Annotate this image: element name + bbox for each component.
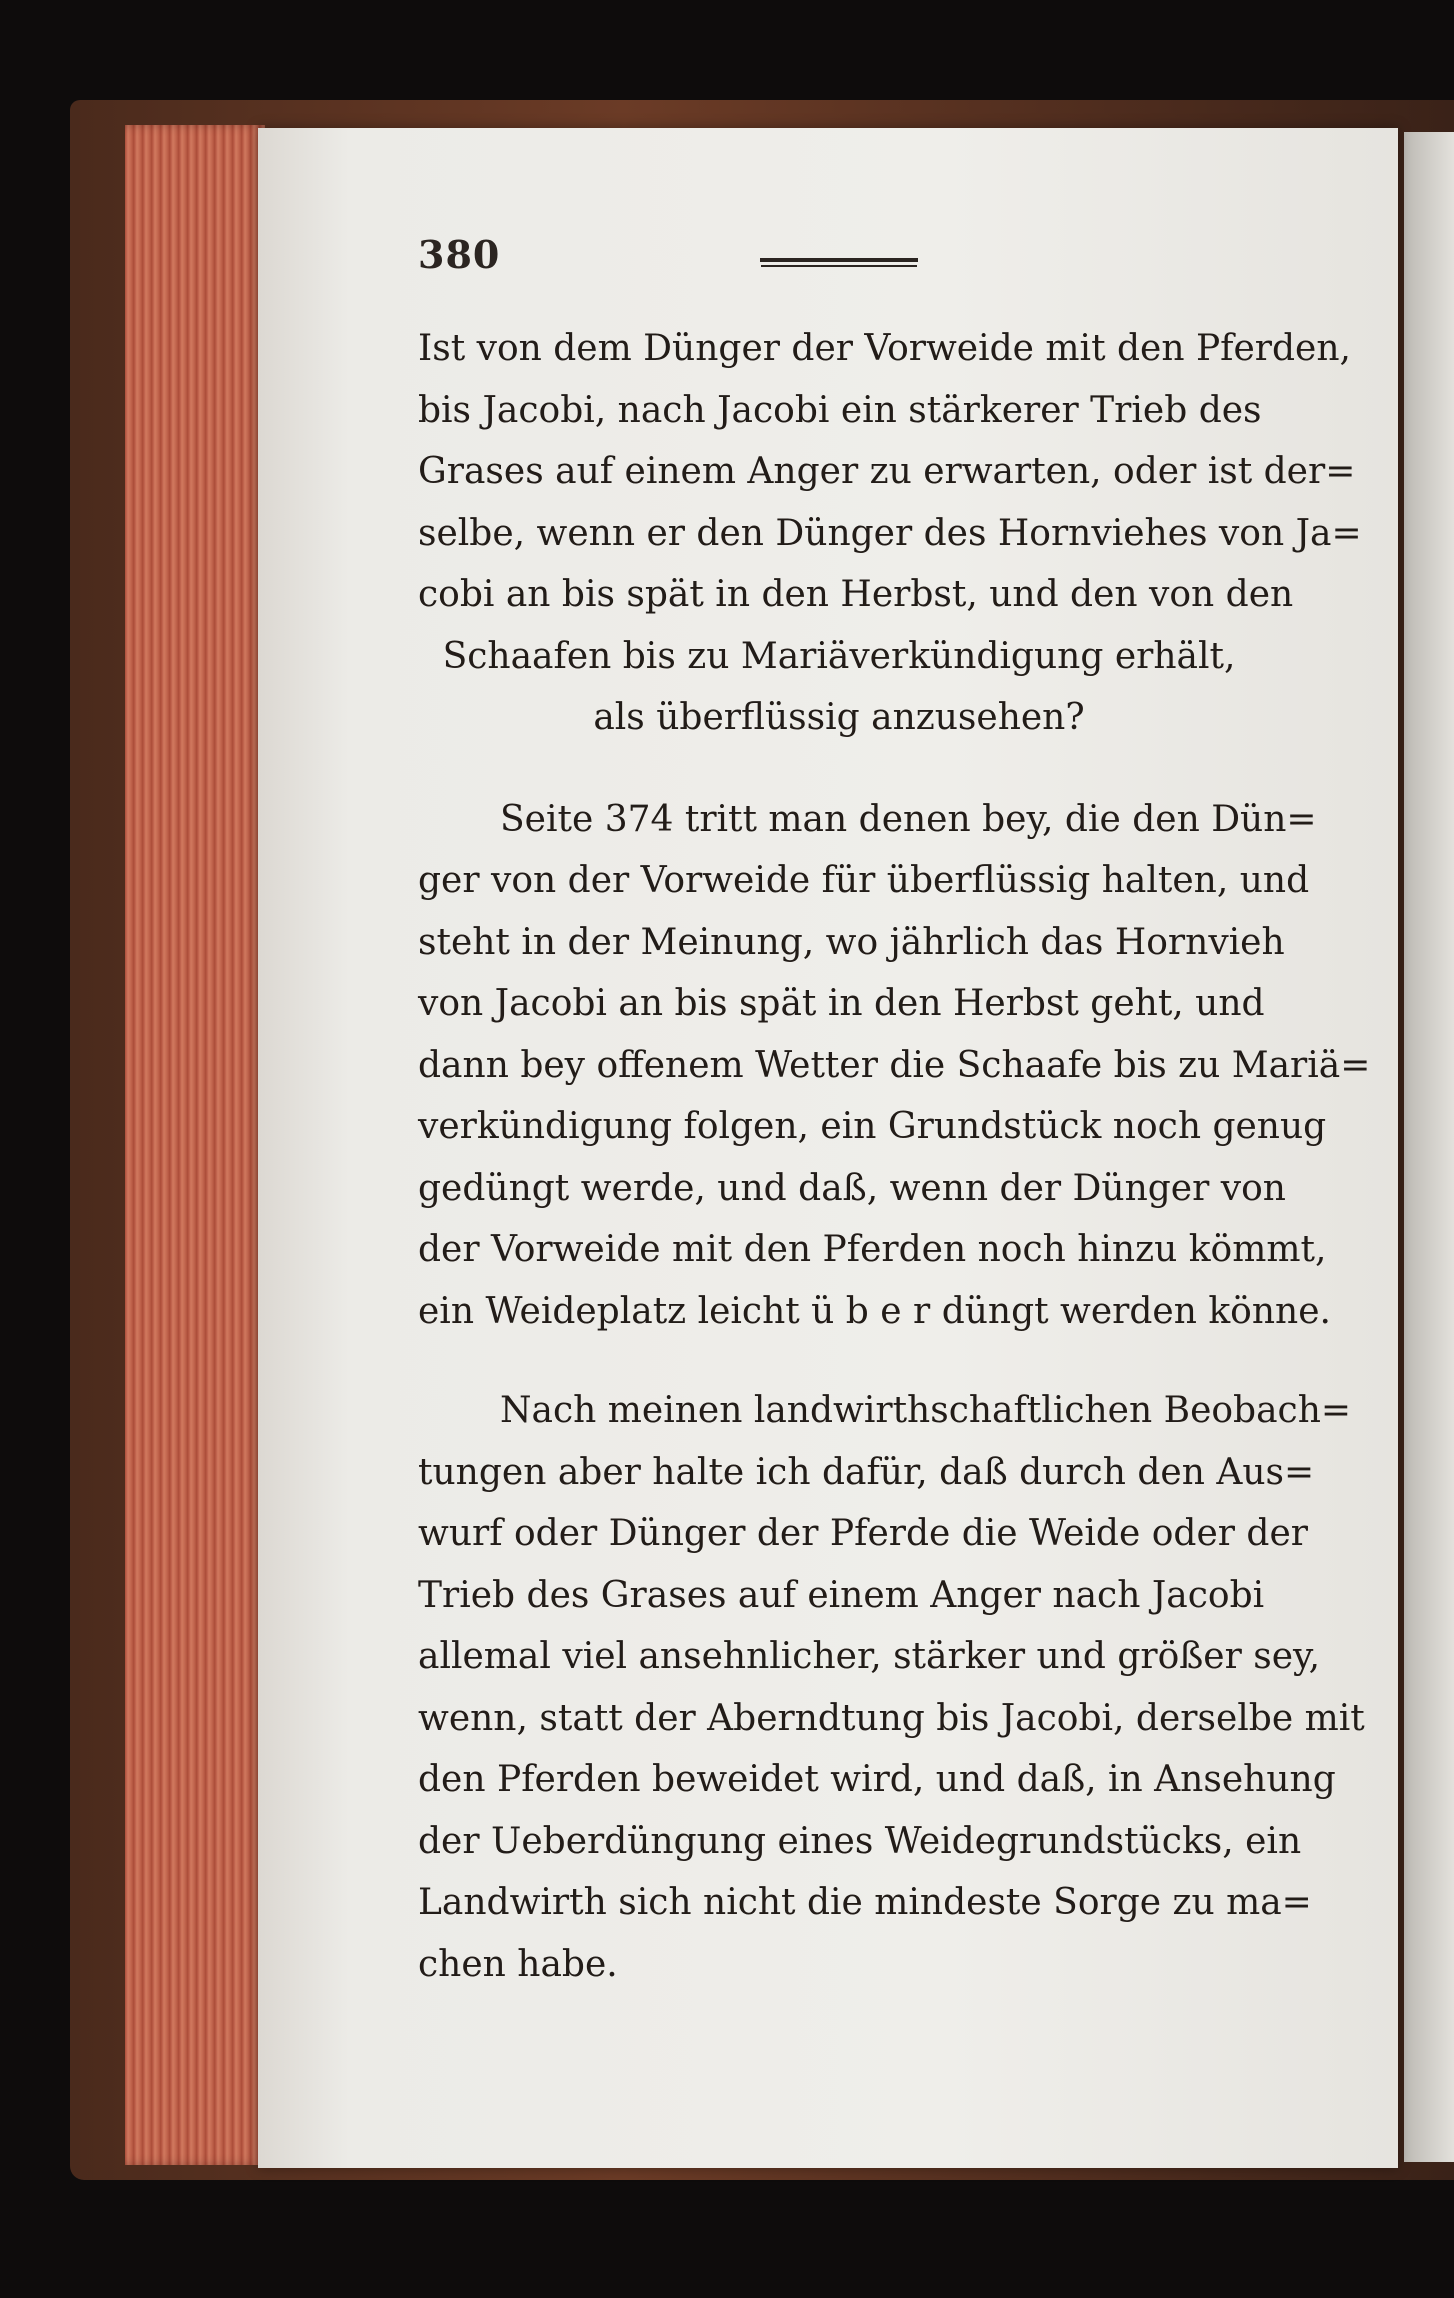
paragraph-gap xyxy=(418,1342,1260,1380)
text-line: Ist von dem Dünger der Vorweide mit den Pferden, xyxy=(418,328,1351,369)
text-line: tungen aber halte ich dafür, daß durch den Aus= xyxy=(418,1451,1315,1493)
header-rule xyxy=(760,258,918,262)
text-line: ger von der Vorweide für überflüssig halten, und xyxy=(418,860,1310,901)
text-line: von Jacobi an bis spät in den Herbst geht, und xyxy=(418,983,1265,1024)
text-line: chen habe. xyxy=(418,1943,618,1985)
text-line: als überflüssig anzusehen? xyxy=(593,697,1085,738)
text-line: Schaafen bis zu Mariäverkündigung erhält, xyxy=(442,635,1236,677)
page-header xyxy=(418,232,938,292)
text-line: dann bey offenem Wetter die Schaafe bis zu Mariä= xyxy=(418,1044,1371,1086)
text-line: Landwirth sich nicht die mindeste Sorge zu ma= xyxy=(418,1882,1312,1923)
paragraph-beobachtungen xyxy=(418,1380,1365,1995)
facing-page xyxy=(1404,132,1454,2162)
paragraph-gap xyxy=(418,749,1260,789)
text-line: den Pferden beweidet wird, und daß, in Ansehung xyxy=(418,1759,1336,1800)
text-line: Nach meinen landwirthschaftlichen Beobach= xyxy=(500,1390,1352,1431)
text-line: ein Weideplatz leicht ü b e r düngt werden könne. xyxy=(418,1290,1331,1332)
text-line: wenn, statt der Aberndtung bis Jacobi, derselbe mit xyxy=(418,1697,1365,1739)
paragraph-question xyxy=(418,318,1362,749)
paragraph-seite-374 xyxy=(418,789,1371,1343)
page-number: 380 xyxy=(418,232,501,277)
text-line: Trieb des Grases auf einem Anger nach Jacobi xyxy=(418,1574,1265,1616)
page-text xyxy=(418,318,1371,1995)
text-line: allemal viel ansehnlicher, stärker und größer sey, xyxy=(418,1636,1321,1677)
text-line: verkündigung folgen, ein Grundstück noch genug xyxy=(418,1106,1327,1147)
text-line: wurf oder Dünger der Pferde die Weide oder der xyxy=(418,1513,1308,1554)
text-line: gedüngt werde, und daß, wenn der Dünger von xyxy=(418,1167,1286,1209)
text-line: Seite 374 tritt man denen bey, die den Dün= xyxy=(500,798,1317,840)
text-line: steht in der Meinung, wo jährlich das Hornvieh xyxy=(418,921,1285,963)
text-line: cobi an bis spät in den Herbst, und den von den xyxy=(418,574,1294,615)
page-edges xyxy=(125,125,265,2165)
text-line: der Ueberdüngung eines Weidegrundstücks, ein xyxy=(418,1820,1302,1862)
text-line: der Vorweide mit den Pferden noch hinzu kömmt, xyxy=(418,1229,1327,1270)
text-line: Grases auf einem Anger zu erwarten, oder ist der= xyxy=(418,451,1356,492)
text-line: selbe, wenn er den Dünger des Hornviehes von Ja= xyxy=(418,512,1362,554)
text-line: bis Jacobi, nach Jacobi ein stärkerer Trieb des xyxy=(418,389,1262,431)
